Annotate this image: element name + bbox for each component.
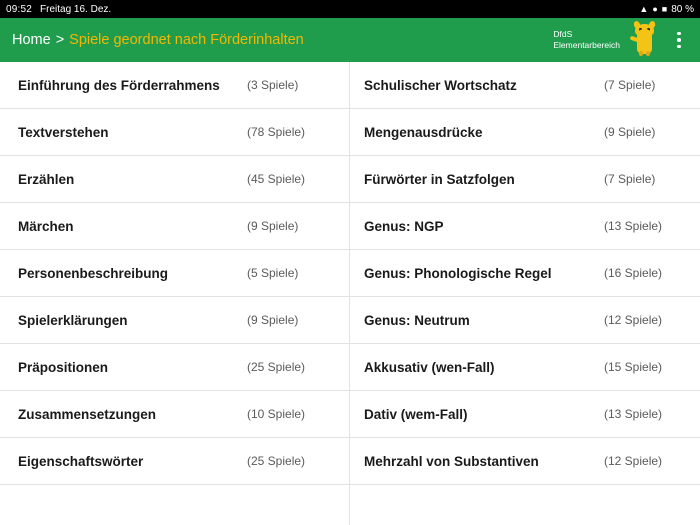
category-title: Genus: Neutrum [364, 312, 470, 328]
status-bar-left [6, 4, 111, 15]
category-count: (7 Spiele) [604, 78, 656, 92]
category-count: (9 Spiele) [604, 125, 656, 139]
category-count: (45 Spiele) [247, 172, 306, 186]
category-title: Genus: NGP [364, 218, 444, 234]
category-title: Personenbeschreibung [18, 265, 169, 281]
category-column-left [0, 62, 350, 525]
category-count: (78 Spiele) [247, 125, 306, 139]
category-count: (25 Spiele) [247, 454, 306, 468]
list-item[interactable] [0, 438, 349, 485]
list-item[interactable] [0, 344, 349, 391]
wifi-icon: ● [652, 3, 658, 14]
breadcrumb [12, 32, 304, 48]
list-item[interactable] [350, 438, 700, 485]
breadcrumb-current-page: Spiele geordnet nach Förderinhalten [69, 32, 304, 48]
list-item[interactable] [350, 62, 700, 109]
category-count: (3 Spiele) [247, 78, 299, 92]
category-title: Erzählen [18, 171, 75, 187]
list-item[interactable] [0, 156, 349, 203]
category-count: (12 Spiele) [604, 454, 663, 468]
brand-line-2: Elementarbereich [553, 40, 620, 50]
category-count: (9 Spiele) [247, 219, 299, 233]
category-title: Dativ (wem-Fall) [364, 406, 468, 422]
category-count: (12 Spiele) [604, 313, 663, 327]
status-date: Freitag 16. Dez. [40, 3, 112, 15]
list-item[interactable] [350, 297, 700, 344]
category-count: (15 Spiele) [604, 360, 663, 374]
list-item[interactable] [0, 109, 349, 156]
category-title: Fürwörter in Satzfolgen [364, 171, 515, 187]
giraffe-mascot-icon [628, 23, 662, 57]
list-item[interactable] [0, 250, 349, 297]
overflow-menu-icon[interactable] [668, 23, 690, 57]
category-title: Märchen [18, 218, 74, 234]
brand-line-1: DfdS [553, 29, 573, 39]
list-item[interactable] [350, 344, 700, 391]
list-item[interactable] [0, 297, 349, 344]
android-status-bar [0, 0, 700, 18]
breadcrumb-home-link[interactable]: Home [12, 32, 51, 48]
brand-text [553, 29, 620, 51]
category-count: (13 Spiele) [604, 407, 663, 421]
category-column-right [350, 62, 700, 525]
category-list [0, 62, 700, 525]
list-item[interactable] [350, 203, 700, 250]
signal-icon: ▲ [639, 3, 649, 14]
category-title: Mehrzahl von Substantiven [364, 453, 539, 469]
list-item[interactable] [0, 203, 349, 250]
list-item[interactable] [350, 156, 700, 203]
category-title: Zusammensetzungen [18, 406, 157, 422]
category-count: (10 Spiele) [247, 407, 306, 421]
battery-icon: ■ [661, 3, 668, 14]
list-item[interactable] [350, 250, 700, 297]
app-header [0, 18, 700, 62]
list-item[interactable] [350, 391, 700, 438]
category-title: Akkusativ (wen-Fall) [364, 359, 495, 375]
list-item[interactable] [0, 62, 349, 109]
category-title: Spielerklärungen [18, 312, 128, 328]
category-count: (5 Spiele) [247, 266, 299, 280]
category-title: Genus: Phonologische Regel [364, 265, 552, 281]
category-title: Eigenschaftswörter [18, 453, 144, 469]
battery-percentage: 80 % [671, 3, 694, 15]
status-time: 09:52 [6, 3, 33, 15]
category-count: (9 Spiele) [247, 313, 299, 327]
category-count: (7 Spiele) [604, 172, 656, 186]
category-title: Mengenausdrücke [364, 124, 483, 140]
category-title: Einführung des Förderrahmens [18, 77, 220, 93]
category-title: Textverstehen [18, 124, 109, 140]
category-count: (25 Spiele) [247, 360, 306, 374]
category-count: (13 Spiele) [604, 219, 663, 233]
category-title: Schulischer Wortschatz [364, 77, 517, 93]
category-title: Präpositionen [18, 359, 109, 375]
list-item[interactable] [350, 109, 700, 156]
category-count: (16 Spiele) [604, 266, 663, 280]
breadcrumb-separator: > [55, 32, 65, 48]
status-bar-right [639, 4, 694, 15]
brand-area [553, 23, 662, 57]
list-item[interactable] [0, 391, 349, 438]
